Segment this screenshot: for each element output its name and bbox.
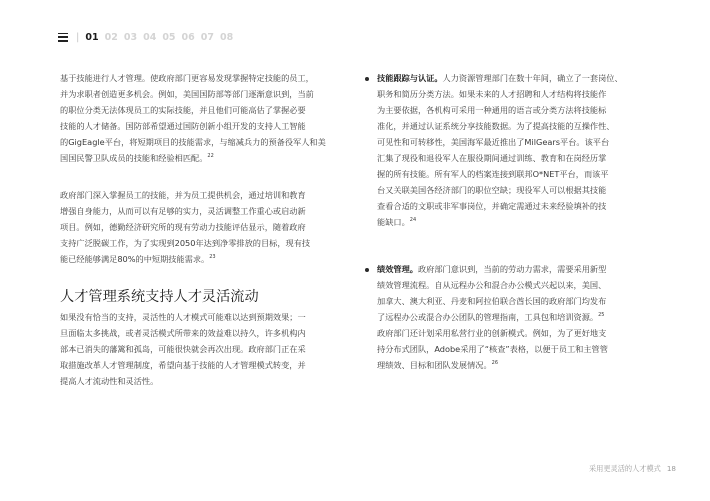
text-line xyxy=(60,251,350,267)
text-line: 准化，并通过认证系统分享技能数据。为了提高技能的互操作性、 xyxy=(377,121,615,131)
footnote-ref[interactable]: 26 xyxy=(491,360,499,366)
section-heading: 人才管理系统支持人才灵活流动 xyxy=(60,289,259,305)
page-link-05[interactable]: 05 xyxy=(162,31,176,43)
page-number: 18 xyxy=(666,464,676,473)
page-link-08[interactable]: 08 xyxy=(220,31,234,43)
text-line-content: 国国民警卫队成员的技能和经验相匹配。 xyxy=(60,153,208,163)
text-line-content: 政府部门意识到，当前的劳动力需求，需要采用新型 xyxy=(417,264,607,274)
page-link-02[interactable]: 02 xyxy=(104,31,118,43)
text-line xyxy=(377,357,677,373)
text-line-content: 理绩效、目标和团队发展情况。 xyxy=(377,360,492,370)
text-line: 可见性和可转移性，美国海军最近推出了MilGears平台。该平台 xyxy=(377,137,610,147)
text-line-content: 能已经能够满足80%的中短期技能需求。 xyxy=(60,254,210,264)
footnote-ref[interactable]: 25 xyxy=(598,312,605,318)
text-line: 加拿大、澳大利亚、丹麦和阿拉伯联合酋长国的政府部门均发布 xyxy=(377,296,607,306)
text-line: 政府部门还计划采用私营行业的创新模式。例如，为了更好地支 xyxy=(377,328,607,338)
text-line: 台又关联美国各经济部门的职位空缺；现役军人可以根据其技能 xyxy=(377,185,607,195)
footnote-ref[interactable]: 23 xyxy=(209,254,216,260)
text-line: 取措施改革人才管理制度，希望向基于技能的人才管理模式转变，并 xyxy=(60,360,306,370)
footnote-ref[interactable]: 22 xyxy=(207,153,214,159)
page-link-03[interactable]: 03 xyxy=(123,31,138,43)
left-paragraph-2 xyxy=(60,187,350,267)
page-number-list xyxy=(85,32,233,43)
text-line: 如果没有恰当的支持，灵活性的人才模式可能难以达到预期效果；一 xyxy=(60,312,306,322)
left-paragraph-1 xyxy=(60,70,350,166)
text-line xyxy=(60,150,350,166)
text-line: 部本已消失的藩篱和孤岛，可能很快就会再次出现。政府部门正在采 xyxy=(60,344,306,354)
text-line: 汇集了现役和退役军人在服役期间通过训练、教育和在岗经历掌 xyxy=(377,153,607,163)
text-line: 查看合适的文职或非军事岗位，并确定需通过未来经验填补的技 xyxy=(377,201,607,211)
text-line: 增强自身能力，从而可以有足够的实力，灵活调整工作重心或启动新 xyxy=(60,206,306,216)
item-term: 绩效管理。 xyxy=(377,264,418,274)
text-line xyxy=(377,261,677,277)
bullet-icon xyxy=(365,268,369,272)
page-footer xyxy=(589,464,676,474)
footnote-ref[interactable]: 24 xyxy=(409,217,417,223)
text-line: 持分布式团队，Adobe采用了“核查”表格，以便于员工和主管管 xyxy=(377,344,608,354)
text-line: 提高人才流动性和灵活性。 xyxy=(60,376,159,386)
text-line: 的GigEagle平台，将短期项目的技能需求，与缩减兵力的预备役军人和美 xyxy=(60,137,326,147)
skills-tracking-item xyxy=(377,70,677,230)
text-line-content: 能缺口。 xyxy=(377,217,410,227)
text-line: 职务和简历分类方法。如果未来的人才招聘和人才结构将技能作 xyxy=(377,89,607,99)
text-line xyxy=(377,70,677,86)
page-link-07[interactable]: 07 xyxy=(200,31,215,43)
text-line xyxy=(377,214,677,230)
text-line: 技能的人才储备。国防部希望通过国防创新小组开发的支持人工智能 xyxy=(60,121,306,131)
text-line: 政府部门深入掌握员工的技能，并为员工提供机会，通过培训和教育 xyxy=(60,190,306,200)
page-nav xyxy=(58,30,233,44)
item-term: 技能跟踪与认证。 xyxy=(377,73,443,83)
text-line: 为主要依据，各机构可采用一种通用的语言或分类方法将技能标 xyxy=(377,105,607,115)
nav-divider: | xyxy=(76,31,80,43)
page-link-01[interactable]: 01 xyxy=(85,31,99,43)
text-line: 旦面临太多挑战，或者灵活模式所带来的效益难以持久，许多机构内 xyxy=(60,328,306,338)
text-line-content: 人力资源管理部门在数十年间，确立了一套岗位、 xyxy=(442,73,623,83)
text-line-content: 了远程办公或混合办公团队的管理指南，工具包和培训资源。 xyxy=(377,312,599,322)
text-line: 并为求职者创造更多机会。例如，美国国防部等部门逐渐意识到，当前 xyxy=(60,89,314,99)
text-line xyxy=(377,309,677,325)
text-line: 基于技能进行人才管理。使政府部门更容易发现掌握特定技能的员工， xyxy=(60,73,314,83)
bullet-icon xyxy=(365,77,369,81)
performance-management-item xyxy=(377,261,677,373)
page-link-04[interactable]: 04 xyxy=(143,31,157,43)
menu-icon[interactable] xyxy=(58,33,68,42)
footer-title: 采用更灵活的人才模式 xyxy=(588,464,661,473)
left-paragraph-3 xyxy=(60,309,350,389)
text-line: 项目。例如，德勤经济研究所的现有劳动力技能评估显示，随着政府 xyxy=(60,222,306,232)
text-line: 支持广泛脱碳工作，为了实现到2050年达到净零排放的目标，现有技 xyxy=(60,238,311,248)
text-line: 绩效管理流程。自从远程办公和混合办公模式兴起以来，美国、 xyxy=(377,280,607,290)
text-line: 握的所有技能。所有军人的档案连接到联邦O*NET平台，而该平 xyxy=(377,169,609,179)
text-line: 的职位分类无法体现员工的实际技能，并且他们可能高估了掌握必要 xyxy=(60,105,306,115)
page-link-06[interactable]: 06 xyxy=(181,31,195,43)
